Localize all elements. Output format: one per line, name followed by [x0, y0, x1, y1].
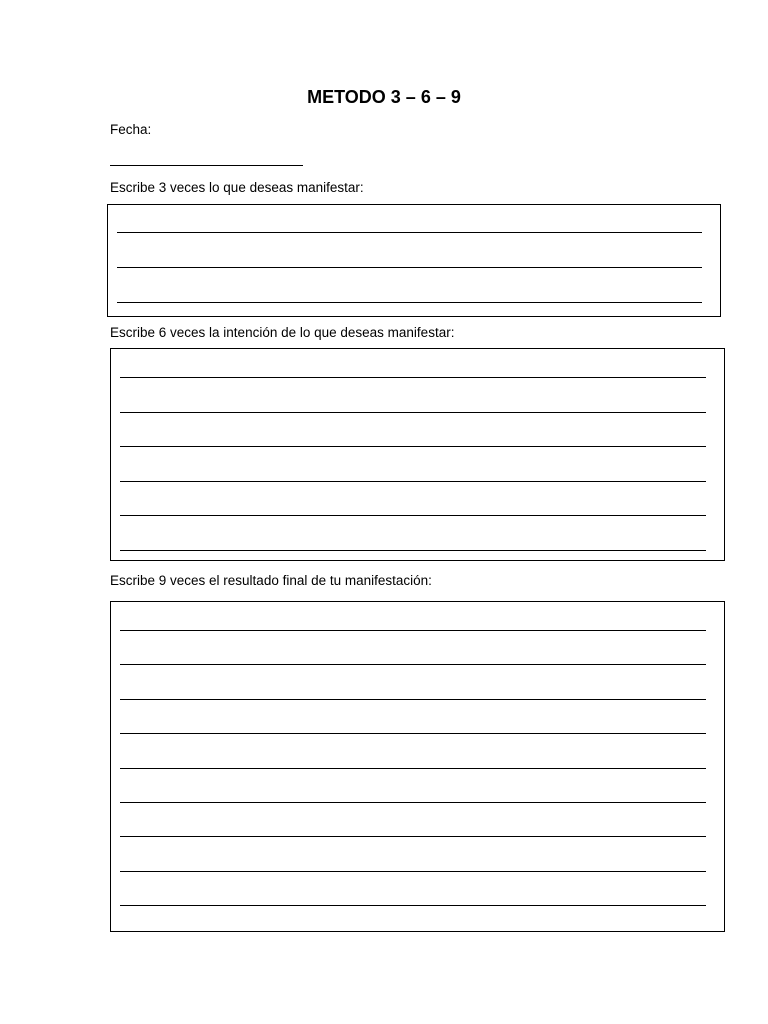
writing-line[interactable] — [120, 699, 706, 700]
writing-line[interactable] — [120, 412, 706, 413]
section-2-writing-box[interactable] — [110, 348, 725, 561]
section-3-writing-box[interactable] — [110, 601, 725, 932]
writing-line[interactable] — [120, 802, 706, 803]
date-line[interactable] — [110, 165, 303, 166]
page-title: METODO 3 – 6 – 9 — [307, 87, 461, 107]
writing-line[interactable] — [120, 550, 706, 551]
writing-line[interactable] — [120, 733, 706, 734]
writing-line[interactable] — [120, 481, 706, 482]
writing-line[interactable] — [120, 836, 706, 837]
section-1-label: Escribe 3 veces lo que deseas manifestar: — [110, 180, 364, 195]
writing-line[interactable] — [120, 905, 706, 906]
writing-line[interactable] — [120, 768, 706, 769]
writing-line[interactable] — [120, 446, 706, 447]
writing-line[interactable] — [117, 232, 702, 233]
writing-line[interactable] — [117, 302, 702, 303]
writing-line[interactable] — [120, 515, 706, 516]
writing-line[interactable] — [120, 871, 706, 872]
writing-line[interactable] — [120, 630, 706, 631]
section-2-label: Escribe 6 veces la intención de lo que deseas manifestar: — [110, 325, 455, 340]
writing-line[interactable] — [117, 267, 702, 268]
date-label: Fecha: — [110, 122, 152, 137]
section-1-writing-box[interactable] — [107, 204, 721, 317]
writing-line[interactable] — [120, 377, 706, 378]
writing-line[interactable] — [120, 664, 706, 665]
section-3-label: Escribe 9 veces el resultado final de tu manifestación: — [110, 573, 432, 588]
